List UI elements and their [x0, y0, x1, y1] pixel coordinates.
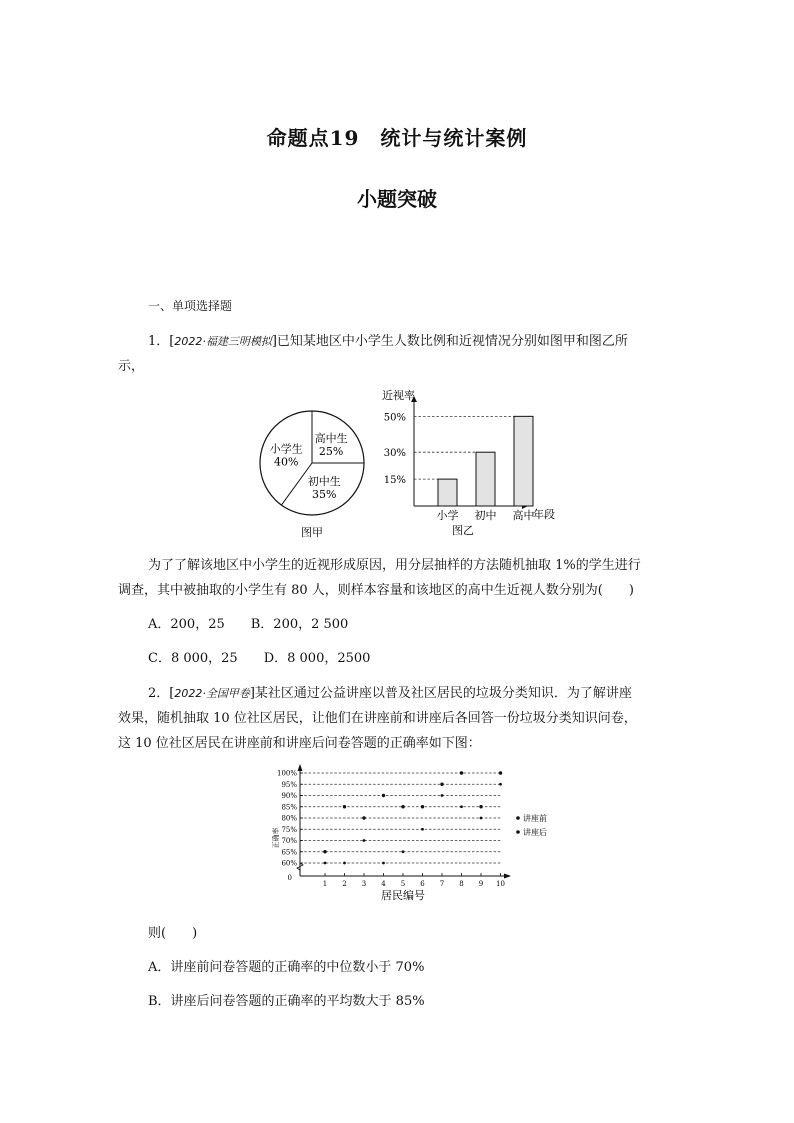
q2-stem [118, 681, 678, 756]
scatter-point-after [421, 805, 424, 808]
scatter-xtick-label: 1 [322, 880, 328, 888]
q2-option-b: B．讲座后问卷答题的正确率的平均数大于 85% [148, 994, 425, 1009]
q1-body-line1: 为了了解该地区中小学生的近视形成原因，用分层抽样的方法随机抽取 1%的学生进行 [148, 558, 641, 573]
pie-slice-label: 高中生 [314, 431, 348, 445]
scatter-xtick-label: 5 [400, 880, 406, 888]
scatter-point-before [382, 862, 385, 865]
bar-高中 [514, 416, 533, 506]
scatter-ytick-label: 95% [281, 780, 297, 789]
q2-number: 2．[ [148, 686, 175, 701]
scatter-point-before [402, 850, 405, 853]
q1-number: 1．[ [148, 334, 175, 349]
scatter-ytick-label: 75% [281, 825, 297, 834]
scatter-point-after [499, 771, 502, 774]
scatter-point-before [421, 828, 424, 831]
bar-小学 [438, 479, 457, 506]
pie-caption: 图甲 [301, 526, 323, 539]
scatter-y-arrow [298, 764, 303, 771]
scatter-ytick-label: 85% [281, 803, 297, 812]
scatter-point-after [479, 805, 482, 808]
pie-slice-label: 初中生 [307, 475, 341, 489]
scatter-point-before [343, 862, 346, 865]
legend-marker-before [516, 816, 520, 820]
scatter-ytick-label: 65% [281, 848, 297, 857]
bar-ytick-label: 15% [383, 475, 406, 487]
bar-ylabel: 近视率 [382, 389, 415, 402]
bar-xlabel: 年段 [533, 508, 555, 521]
scatter-point-after [343, 805, 346, 808]
scatter-xtick-label: 4 [381, 880, 386, 888]
q2-option-a: A．讲座前问卷答题的正确率的中位数小于 70% [148, 960, 425, 975]
bar-ytick-label: 50% [383, 412, 406, 424]
scatter-point-after [401, 805, 404, 808]
bar-chart-yi [378, 385, 578, 541]
pie-slice-value: 35% [312, 488, 337, 502]
scatter-ytick-label: 0 [287, 874, 292, 882]
q1-options-cd: C．8 000，25 D．8 000，2500 [148, 651, 371, 666]
scatter-point-before [441, 794, 444, 797]
bar-初中 [476, 452, 495, 506]
scatter-point-before [324, 862, 327, 865]
pie-slice-value: 25% [318, 444, 344, 458]
pie-slice-value: 40% [274, 455, 299, 469]
q2-stem-line2: 效果，随机抽取 10 位社区居民，让他们在讲座前和讲座后各回答一份垃圾分类知识问卷， [118, 711, 637, 726]
bar-ytick-label: 30% [383, 448, 406, 460]
scatter-xtick-label: 6 [420, 880, 425, 888]
legend-label-before: 讲座前 [523, 814, 547, 823]
q1-stem-line1: ]已知某地区中小学生人数比例和近视情况分别如图甲和图乙所 [271, 334, 628, 349]
scatter-point-after [460, 771, 463, 774]
scatter-x-arrow [504, 874, 511, 879]
bar-category-label: 小学 [436, 509, 459, 522]
pie-slice-label: 小学生 [269, 442, 303, 456]
q2-stem-line3: 这 10 位社区居民在讲座前和讲座后问卷答题的正确率如下图： [118, 736, 481, 751]
q1-stem [118, 329, 678, 379]
scatter-ytick-label: 100% [276, 769, 297, 778]
q1-body [118, 553, 678, 603]
scatter-point-after [323, 850, 326, 853]
bar-caption: 图乙 [452, 524, 474, 537]
scatter-xtick-label: 3 [361, 880, 367, 888]
q1-source: 2022·福建三明模拟 [174, 335, 272, 348]
page-subtitle: 小题突破 [357, 187, 437, 211]
legend-label-after: 讲座后 [523, 828, 547, 837]
page-title: 命题点19 统计与统计案例 [266, 126, 528, 150]
scatter-xtick-label: 10 [496, 880, 505, 888]
q2-then: 则( ) [148, 926, 198, 941]
scatter-xtick-label: 9 [478, 880, 484, 888]
scatter-chart [265, 762, 565, 907]
q2-stem-line1: ]某社区通过公益讲座以普及社区居民的垃圾分类知识．为了解讲座 [249, 686, 632, 701]
scatter-ylabel: 正确率 [272, 827, 280, 849]
pie-chart-jia [255, 405, 375, 545]
scatter-xlabel: 居民编号 [381, 889, 425, 902]
scatter-ytick-label: 70% [281, 837, 297, 845]
section-heading: 一、单项选择题 [148, 299, 233, 313]
scatter-point-after [362, 816, 365, 819]
scatter-point-before [460, 805, 463, 808]
q1-stem-line2: 示， [118, 359, 145, 374]
legend-marker-after [516, 830, 520, 834]
scatter-point-before [363, 839, 366, 842]
q2-source: 2022·全国甲卷 [174, 687, 250, 700]
scatter-xtick-label: 2 [342, 880, 347, 888]
scatter-point-before [499, 783, 502, 786]
scatter-ytick-label: 90% [281, 792, 297, 800]
scatter-ytick-label: 80% [281, 814, 297, 823]
bar-category-label: 初中 [474, 509, 497, 522]
bar-category-label: 高中 [512, 509, 535, 522]
q1-options-ab: A．200，25 B．200，2 500 [148, 617, 349, 632]
scatter-xtick-label: 7 [439, 880, 445, 888]
scatter-point-after [440, 783, 443, 786]
scatter-point-after [382, 794, 385, 797]
scatter-xtick-label: 8 [459, 880, 464, 888]
scatter-ytick-label: 60% [281, 859, 297, 868]
scatter-point-before [480, 817, 483, 820]
q1-body-line2: 调查，其中被抽取的小学生有 80 人，则样本容量和该地区的高中生近视人数分别为( ) [118, 583, 634, 598]
